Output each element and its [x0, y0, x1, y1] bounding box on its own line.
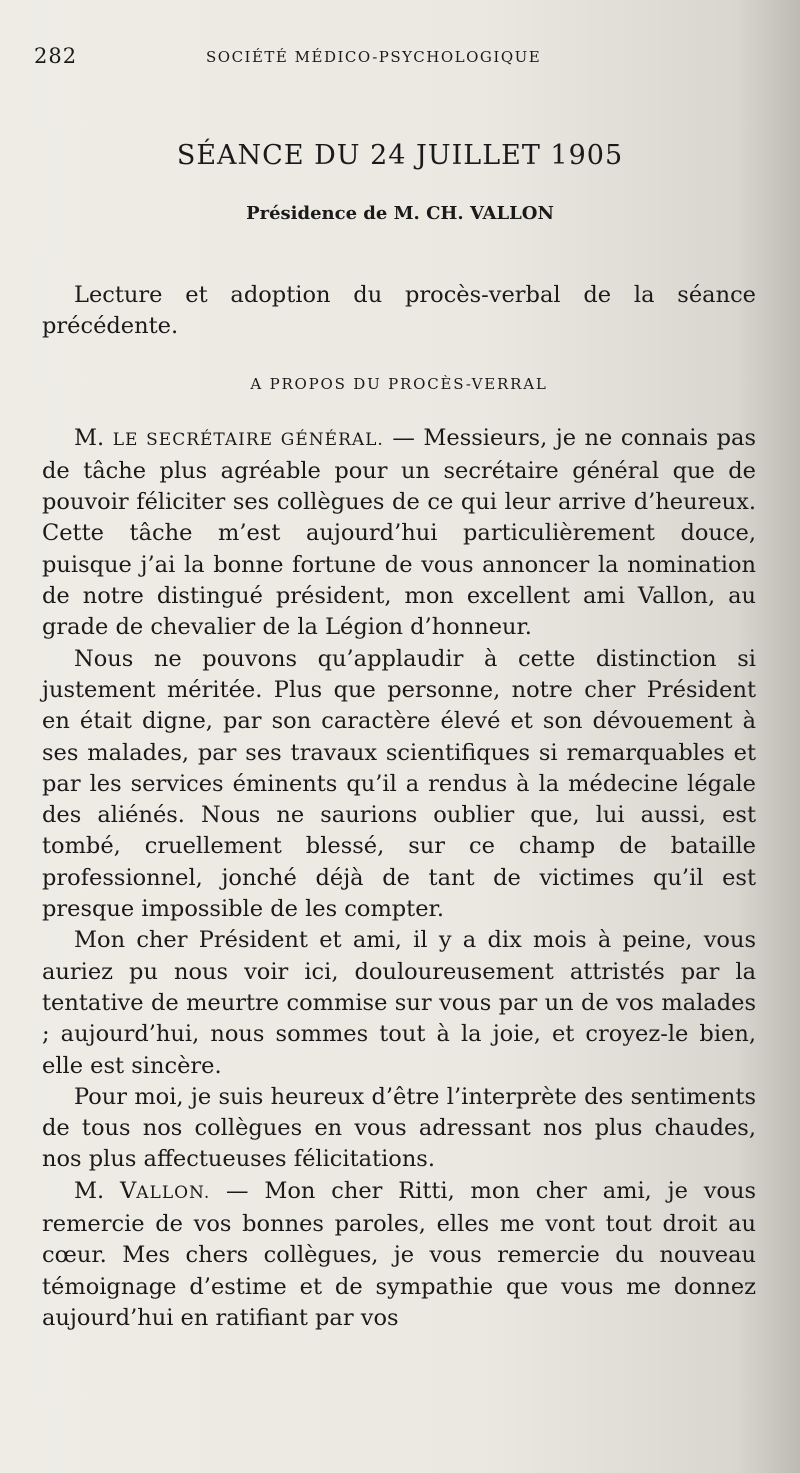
section-heading: A PROPOS DU PROCÈS-VERRAL [250, 374, 548, 393]
paragraph-vallon [42, 1176, 756, 1334]
speaker-prefix: M. [74, 424, 113, 451]
speaker-prefix: M. V [74, 1177, 137, 1204]
minutes-paragraph: Lecture et adoption du procès-verbal de la séance précédente. [42, 282, 756, 340]
page-number: 282 [34, 44, 78, 68]
paragraph-secretary [42, 423, 756, 644]
paragraph-3: Mon cher Président et ami, il y a dix mois à peine, vous auriez pu nous voir ici, douloureusement attristés par la tentative de meurtre commise sur vous par un de vos malades ; aujourd’hui, nous sommes tout à la joie, et croyez-le bien, elle est sincère. [42, 927, 756, 1079]
speaker-name: ALLON. [136, 1182, 211, 1203]
paragraph-text: — Mon cher Ritti, mon cher ami, je vous remercie de vos bonnes paroles, elles me vont tout droit au cœur. Mes chers collègues, je vous remercie du nouveau témoignage d’estime et de sympathie que vous me donnez aujourd’hui en ratifiant par vos [42, 1177, 756, 1331]
paragraph-text: — Messieurs, je ne connais pas de tâche plus agréable pour un secrétaire général que de pouvoir féliciter ses collègues de ce qui leur arrive d’heureux. Cette tâche m’est aujourd’hui particulièrement douce, puisque j’ai la bonne fortune de vous annoncer la nomination de notre distingué président, mon excellent ami Vallon, au grade de chevalier de la Légion d’honneur. [42, 424, 757, 641]
running-head [34, 44, 594, 74]
paragraph-2: Nous ne pouvons qu’applaudir à cette distinction si justement méritée. Plus que personne, notre cher Président en était digne, par son caractère élevé et son dévouement à ses malades, par ses travaux scientifiques si remarquables et par les services éminents qu’il a rendus à la médecine légale des aliénés. Nous ne saurions oublier que, lui aussi, est tombé, cruellement blessé, sur ce champ de bataille professionnel, jonché déjà de tant de victimes qu’il est presque impossible de les compter. [42, 645, 756, 923]
body-text [42, 280, 756, 1334]
presidency-line: Présidence de M. CH. VALLON [246, 203, 554, 224]
journal-title: SOCIÉTÉ MÉDICO-PSYCHOLOGIQUE [206, 48, 542, 66]
session-title: SÉANCE DU 24 JUILLET 1905 [176, 140, 624, 171]
paragraph-4: Pour moi, je suis heureux d’être l’interprète des sentiments de tous nos collègues en vous adressant nos plus chaudes, nos plus affectueuses félicitations. [42, 1083, 756, 1173]
speaker-name: LE SECRÉTAIRE GÉNÉRAL. [112, 429, 384, 450]
